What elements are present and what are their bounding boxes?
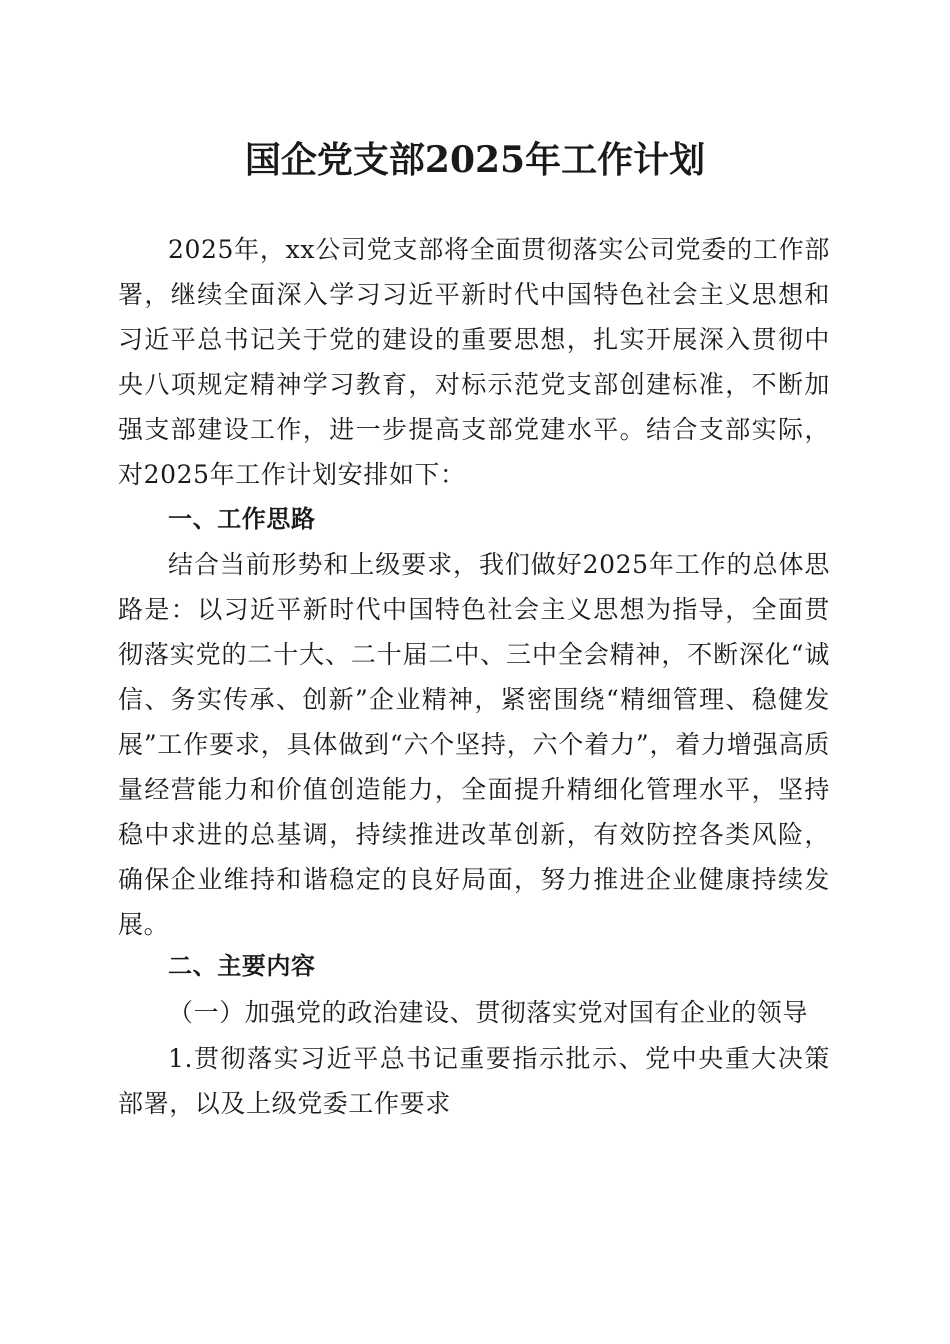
list-item-1: 1.贯彻落实习近平总书记重要指示批示、党中央重大决策部署，以及上级党委工作要求 <box>118 1044 830 1118</box>
intro-paragraph: 2025年，xx公司党支部将全面贯彻落实公司党委的工作部署，继续全面深入学习习近平新时代中国特色社会主义思想和习近平总书记关于党的建设的重要思想，扎实开展深入贯彻中央八项规定精神学习教育，对标示范党支部创建标准，不断加强支部建设工作，进一步提高支部党建水平。结合支部实际，对2025年工作计划安排如下： <box>118 235 830 489</box>
subsection-heading-political-building: （一）加强党的政治建设、贯彻落实党对国有企业的领导 <box>168 998 809 1027</box>
document-title: 国企党支部2025年工作计划 <box>244 139 706 181</box>
section-body-work-approach: 结合当前形势和上级要求，我们做好2025年工作的总体思路是：以习近平新时代中国特色社会主义思想为指导，全面贯彻落实党的二十大、二十届二中、三中全会精神，不断深化“诚信、务实传承、创新”企业精神，紧密围绕“精细管理、稳健发展”工作要求，具体做到“六个坚持，六个着力”，着力增强高质量经营能力和价值创造能力，全面提升精细化管理水平，坚持稳中求进的总基调，持续推进改革创新，有效防控各类风险，确保企业维持和谐稳定的良好局面，努力推进企业健康持续发展。 <box>118 550 830 939</box>
section-heading-main-content: 二、主要内容 <box>168 952 316 980</box>
section-heading-work-approach: 一、工作思路 <box>168 505 316 533</box>
